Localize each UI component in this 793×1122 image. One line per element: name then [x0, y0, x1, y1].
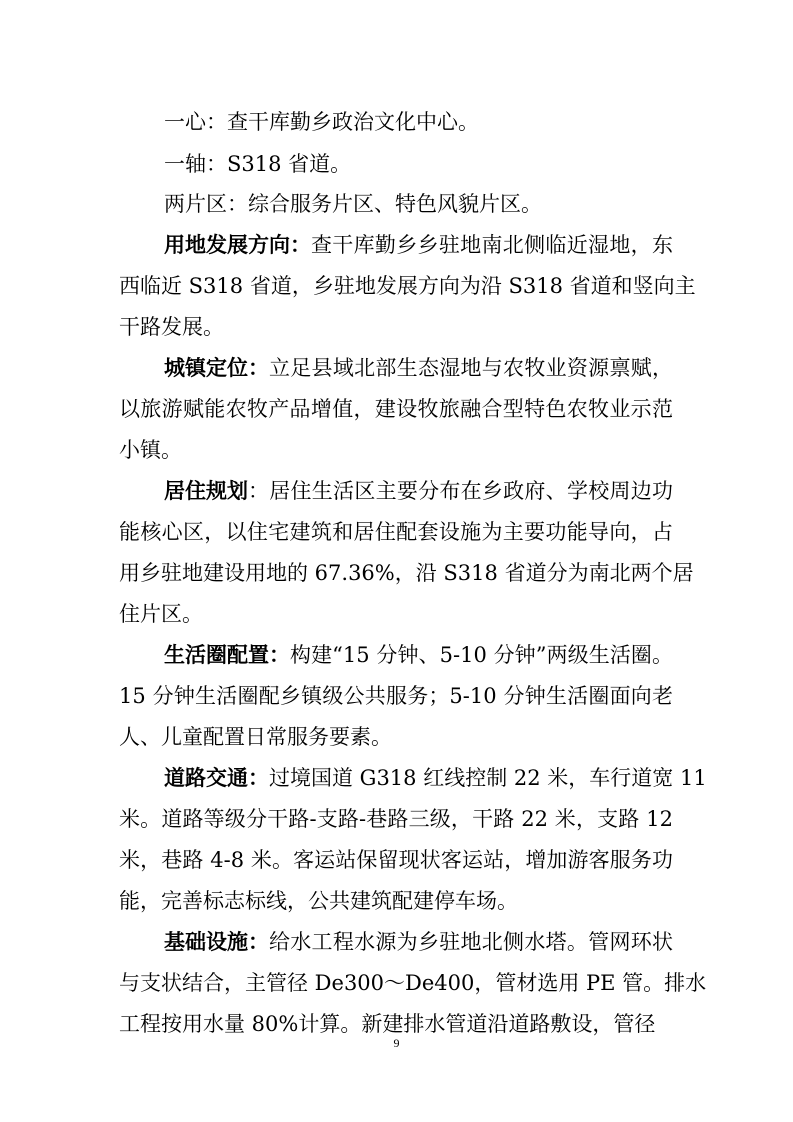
- text-segment: 立足县域北部生态湿地与农牧业资源禀赋，: [269, 356, 673, 380]
- text-segment: 能核心区，以住宅建筑和居住配套设施为主要功能导向，占: [119, 520, 673, 544]
- text-segment: 查干库勤乡乡驻地南北侧临近湿地，东: [311, 233, 673, 257]
- text-line: 一心：查干库勤乡政治文化中心。: [164, 110, 479, 134]
- text-line: [119, 681, 673, 711]
- paragraph-heading: 生活圈配置：: [164, 643, 290, 667]
- text-line: [119, 271, 696, 301]
- text-line: [164, 640, 673, 670]
- text-line: [119, 517, 673, 547]
- text-segment: 用乡驻地建设用地的 67.36%，沿 S318 省道分为南北两个居: [119, 561, 694, 585]
- text-segment: 构建“15 分钟、5-10 分钟”两级生活圈。: [290, 643, 673, 667]
- text-segment: 米。道路等级分干路-支路-巷路三级，干路 22 米，支路 12: [119, 807, 673, 831]
- text-segment: 15 分钟生活圈配乡镇级公共服务；5-10 分钟生活圈面向老: [119, 684, 673, 708]
- text-line: 人、儿童配置日常服务要素。: [119, 725, 392, 749]
- text-segment: 米，巷路 4-8 米。客运站保留现状客运站，增加游客服务功: [119, 848, 673, 872]
- text-line: [164, 927, 673, 957]
- text-line: 工程按用水量 80%计算。新建排水管道沿道路敷设，管径: [119, 1012, 656, 1036]
- text-line: 能，完善标志标线，公共建筑配建停车场。: [119, 889, 518, 913]
- text-line: 两片区：综合服务片区、特色风貌片区。: [164, 192, 542, 216]
- text-line: [164, 763, 707, 793]
- text-line: [119, 558, 694, 588]
- text-segment: 以旅游赋能农牧产品增值，建设牧旅融合型特色农牧业示范: [119, 397, 673, 421]
- text-line: [119, 845, 673, 875]
- text-line: [164, 353, 673, 383]
- text-line: [119, 968, 707, 998]
- text-line: [164, 476, 673, 506]
- text-line: 一轴：S318 省道。: [164, 152, 352, 176]
- text-segment: 过境国道 G318 红线控制 22 米，车行道宽 11: [269, 766, 707, 790]
- page-number: 9: [393, 1036, 400, 1050]
- text-segment: ：居住生活区主要分布在乡政府、学校周边功: [248, 479, 673, 503]
- paragraph-heading: 道路交通：: [164, 766, 269, 790]
- paragraph-heading: 城镇定位：: [164, 356, 269, 380]
- text-segment: 与支状结合，主管径 De300～De400，管材选用 PE 管。排水: [119, 971, 707, 995]
- text-line: 小镇。: [119, 438, 182, 462]
- text-segment: 给水工程水源为乡驻地北侧水塔。管网环状: [269, 930, 673, 954]
- text-line: [164, 230, 673, 260]
- paragraph-heading: 基础设施：: [164, 930, 269, 954]
- text-line: 干路发展。: [119, 315, 224, 339]
- text-line: [119, 804, 673, 834]
- text-segment: 西临近 S318 省道，乡驻地发展方向为沿 S318 省道和竖向主: [119, 274, 696, 298]
- text-line: 住片区。: [119, 602, 203, 626]
- text-line: [119, 394, 673, 424]
- paragraph-heading: 用地发展方向：: [164, 233, 311, 257]
- paragraph-heading: 居住规划: [164, 479, 248, 503]
